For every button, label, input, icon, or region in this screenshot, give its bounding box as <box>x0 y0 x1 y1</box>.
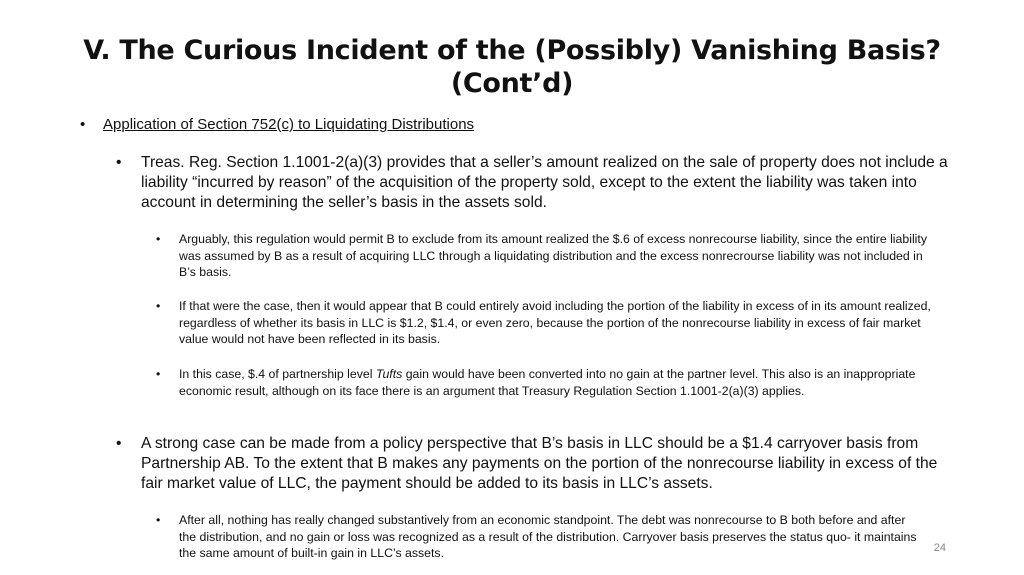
bullet-level-3 <box>156 366 946 416</box>
bullet-text: A strong case can be made from a policy perspective that B’s basis in LLC should be a $1.4 carryover basis from Partnership AB. To the extent that B makes any payments on the portion of the nonrecourse liability in excess of the fair market value of LLC, the payment should be added to its basis in LLC’s assets. <box>141 435 938 492</box>
bullet-text: Application of Section 752(c) to Liquidating Distributions <box>103 116 475 133</box>
bullet-level-1 <box>80 116 940 136</box>
bullet-text <box>179 366 941 399</box>
bullet-text-italic: Tufts <box>375 367 403 381</box>
bullet-text-part: In this case, $.4 of partnership level <box>179 367 376 381</box>
slide-title-line-1: V. The Curious Incident of the (Possibly) Vanishing Basis? <box>83 35 941 66</box>
bullet-dot: • <box>80 116 86 133</box>
bullet-level-3 <box>156 231 946 281</box>
bullet-dot: • <box>116 154 122 171</box>
bullet-level-3 <box>156 298 946 348</box>
bullet-dot: • <box>116 435 122 452</box>
bullet-text-part: gain would have been converted into no gain at the partner level. This also is an inappropriate economic result, although on its face there is an argument that Treasury Regulation Section 1.1001-2(a)(3) applies. <box>179 367 916 398</box>
bullet-text: After all, nothing has really changed substantively from an economic standpoint. The debt was nonrecourse to B both before and after the distribution, and no gain or loss was recognized as a result of the distribution. Carryover basis preserves the status quo- it maintains the same amount of built-in gain in LLC’s assets. <box>179 513 917 560</box>
bullet-dot: • <box>156 367 161 381</box>
slide-title-line-2: (Cont’d) <box>450 68 574 99</box>
bullet-level-2 <box>116 153 956 215</box>
bullet-text: If that were the case, then it would appear that B could entirely avoid including the portion of the liability in excess of in its amount realized, regardless of whether its basis in LLC is $1.2, $1.4, or even zero, because the portion of the nonrecourse liability in excess of fair market value would not have been reflected in its basis. <box>179 299 931 346</box>
bullet-level-3 <box>156 512 946 562</box>
page-number: 24 <box>933 542 946 554</box>
bullet-dot: • <box>156 299 161 313</box>
bullet-text: Treas. Reg. Section 1.1001-2(a)(3) provides that a seller’s amount realized on the sale of property does not include a liability “incurred by reason” of the acquisition of the property sold, except to the extent the liability was taken into account in determining the seller’s basis in the assets sold. <box>141 154 948 211</box>
bullet-dot: • <box>156 513 161 527</box>
bullet-dot: • <box>156 232 161 246</box>
bullet-text: Arguably, this regulation would permit B to exclude from its amount realized the $.6 of excess nonrecourse liability, since the entire liability was assumed by B as a result of acquiring LLC through a liquidating distribution and the excess nonrecrourse liability was not included in B’s basis. <box>179 232 927 279</box>
bullet-level-2 <box>116 434 961 496</box>
